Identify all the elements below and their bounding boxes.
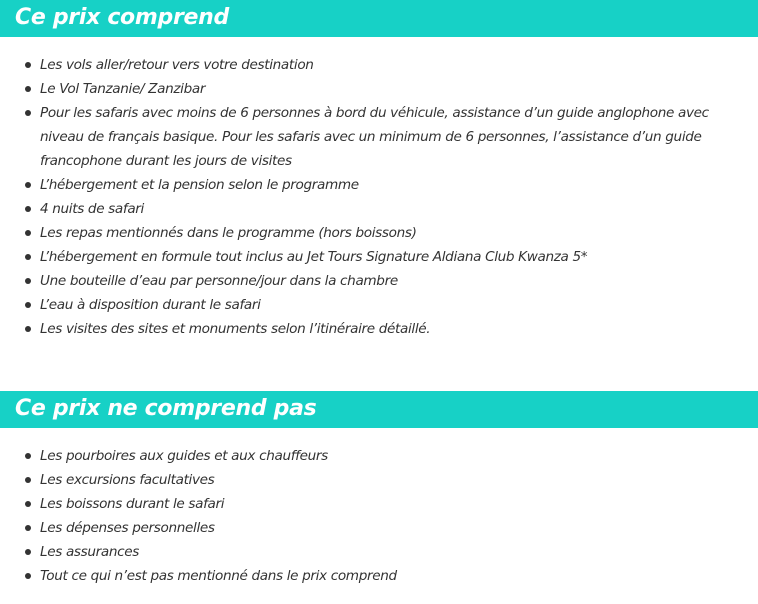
list-item [0,197,758,221]
bullet-icon [25,326,31,332]
price-includes-list [0,53,758,341]
list-item [0,77,758,101]
list-item-text: Le Vol Tanzanie/ Zanzibar [40,81,206,97]
list-item [0,516,758,540]
bullet-icon [25,86,31,92]
bullet-icon [25,525,31,531]
section-header-price-excludes [0,391,758,428]
list-item-text: Pour les safaris avec moins de 6 personnes à bord du véhicule, assistance d’un guide anglophone avec niveau de français basique. Pour les safaris avec un minimum de 6 personnes, l’assistance d’un guide francophone durant les jours de visites [40,105,709,169]
list-item-text: L’hébergement et la pension selon le programme [40,177,359,193]
list-item-text: Les repas mentionnés dans le programme (hors boissons) [40,225,417,241]
bullet-icon [25,453,31,459]
list-item-text: Les assurances [40,544,140,560]
section-title-price-excludes: Ce prix ne comprend pas [15,396,317,421]
list-item [0,269,758,293]
bullet-icon [25,501,31,507]
list-item [0,444,758,468]
list-item [0,245,758,269]
list-item-text: Tout ce qui n’est pas mentionné dans le prix comprend [40,568,397,584]
list-item [0,293,758,317]
bullet-icon [25,477,31,483]
bullet-icon [25,549,31,555]
bullet-icon [25,230,31,236]
bullet-icon [25,278,31,284]
list-item-text: L’hébergement en formule tout inclus au Jet Tours Signature Aldiana Club Kwanza 5* [40,249,588,265]
bullet-icon [25,254,31,260]
list-item [0,492,758,516]
list-item [0,540,758,564]
list-item [0,221,758,245]
list-item [0,101,758,173]
list-item [0,468,758,492]
list-item-text: 4 nuits de safari [40,201,144,217]
list-item-text: Les vols aller/retour vers votre destination [40,57,314,73]
bullet-icon [25,110,31,116]
bullet-icon [25,182,31,188]
list-item-text: Les excursions facultatives [40,472,215,488]
list-item [0,317,758,341]
bullet-icon [25,62,31,68]
list-item-text: Les dépenses personnelles [40,520,215,536]
list-item-text: Une bouteille d’eau par personne/jour dans la chambre [40,273,398,289]
bullet-icon [25,573,31,579]
list-item-text: Les boissons durant le safari [40,496,225,512]
list-item [0,53,758,77]
list-item [0,564,758,588]
list-item [0,173,758,197]
list-item-text: Les pourboires aux guides et aux chauffeurs [40,448,328,464]
bullet-icon [25,302,31,308]
list-item-text: Les visites des sites et monuments selon l’itinéraire détaillé. [40,321,431,337]
section-header-price-includes [0,0,758,37]
list-item-text: L’eau à disposition durant le safari [40,297,261,313]
bullet-icon [25,206,31,212]
section-title-price-includes: Ce prix comprend [15,5,229,30]
price-excludes-list [0,444,758,588]
